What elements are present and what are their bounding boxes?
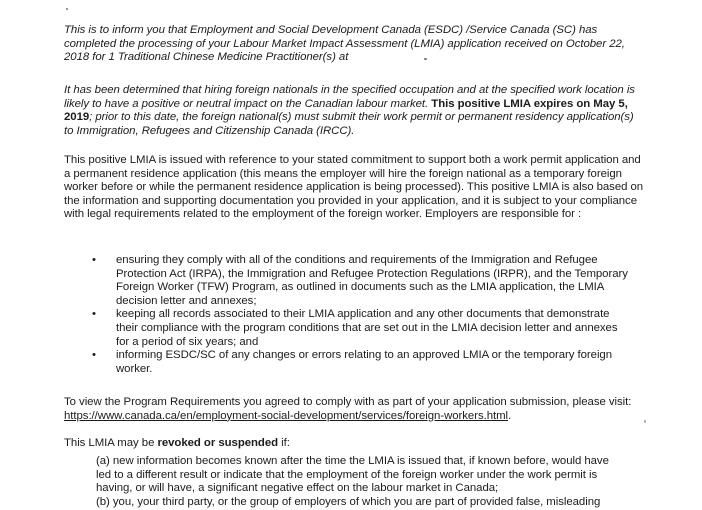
paragraph-commitment	[64, 154, 644, 222]
requirements-text: To view the Program Requirements you agreed to comply with as part of your application submission, please visit:	[64, 396, 632, 408]
responsibility-text: ensuring they comply with all of the conditions and requirements of the Immigration and Refugee Protection Act (IRPA), the Immigration and Refugee Protection Regulations (IRPR), and the Temporary Foreign Worker (TFW) Program, as outlined in documents such as the LMIA application, the LMIA decision letter and annexes;	[116, 254, 628, 307]
revocation-text: This LMIA may be	[64, 437, 158, 449]
commitment-text: This positive LMIA is issued with reference to your stated commitment to support both a work permit application and a permanent residence application (this means the employer will hire the foreign national as a temporary foreign worker before or while the permanent residence application is being processed). This positive LMIA is also based on the information and supporting documentation you provided in your application, and it is subject to your compliance with legal requirements related to the employment of the foreign worker. Employers are responsible for :	[64, 154, 644, 221]
requirements-end: .	[508, 409, 512, 422]
paragraph-intro	[64, 24, 644, 65]
foreign-workers-link[interactable]: https://www.canada.ca/en/employment-social-development/services/foreign-workers.html	[64, 409, 509, 422]
bullet-marker: •	[92, 349, 96, 362]
paragraph-determination	[64, 84, 644, 138]
paragraph-program-requirements	[64, 396, 644, 423]
determination-text-cont: ; prior to this date, the foreign national(s) must submit their work permit or permanent residency application(s) to Immigration, Refugees and Citizenship Canada (IRCC).	[64, 111, 634, 137]
intro-text: This is to inform you that Employment and Social Development Canada (ESDC) /Service Canada (SC) has completed the processing of your Labour Market Impact Assessment (LMIA) application received on October 22, 2018 for 1 Traditional Chinese Medicine Practitioner(s) at	[64, 24, 625, 64]
paragraph-revocation	[64, 437, 644, 451]
responsibility-text: informing ESDC/SC of any changes or errors relating to an approved LMIA or the temporary foreign worker.	[116, 349, 613, 375]
revoked-suspended-highlight: revoked or suspended	[157, 437, 279, 449]
scan-speck	[644, 420, 646, 423]
scan-speck	[66, 8, 68, 10]
condition-a	[96, 455, 626, 496]
responsibility-item	[90, 349, 628, 376]
condition-a-text: (a) new information becomes known after the time the LMIA is issued that, if known before, would have led to a different result or indicate that the employment of the foreign worker under the work permit is having, or will have, a significant negative effect on the labour market in Canada;	[96, 455, 609, 495]
determination-text: It has been determined that hiring foreign nationals in the specified occupation and at the specified work location is likely to have a positive or neutral impact on the Canadian labour market.	[64, 84, 635, 110]
bullet-marker: •	[92, 254, 96, 266]
responsibility-item	[90, 308, 628, 349]
expiry-highlight: This positive LMIA expires on May 5, 2019	[64, 97, 628, 124]
revocation-text-end: if:	[278, 437, 290, 449]
responsibilities-list	[90, 254, 628, 376]
condition-b-text: (b) you, your third party, or the group of employers of which you are part of provided false, misleading	[96, 496, 601, 508]
responsibility-text: keeping all records associated to their LMIA application and any other documents that demonstrate their compliance with the program conditions that are set out in the LMIA decision letter and annexes for a period of six years; and	[116, 308, 618, 348]
bullet-marker: •	[92, 308, 96, 321]
responsibility-item	[90, 254, 628, 308]
condition-b-partial	[96, 496, 626, 510]
